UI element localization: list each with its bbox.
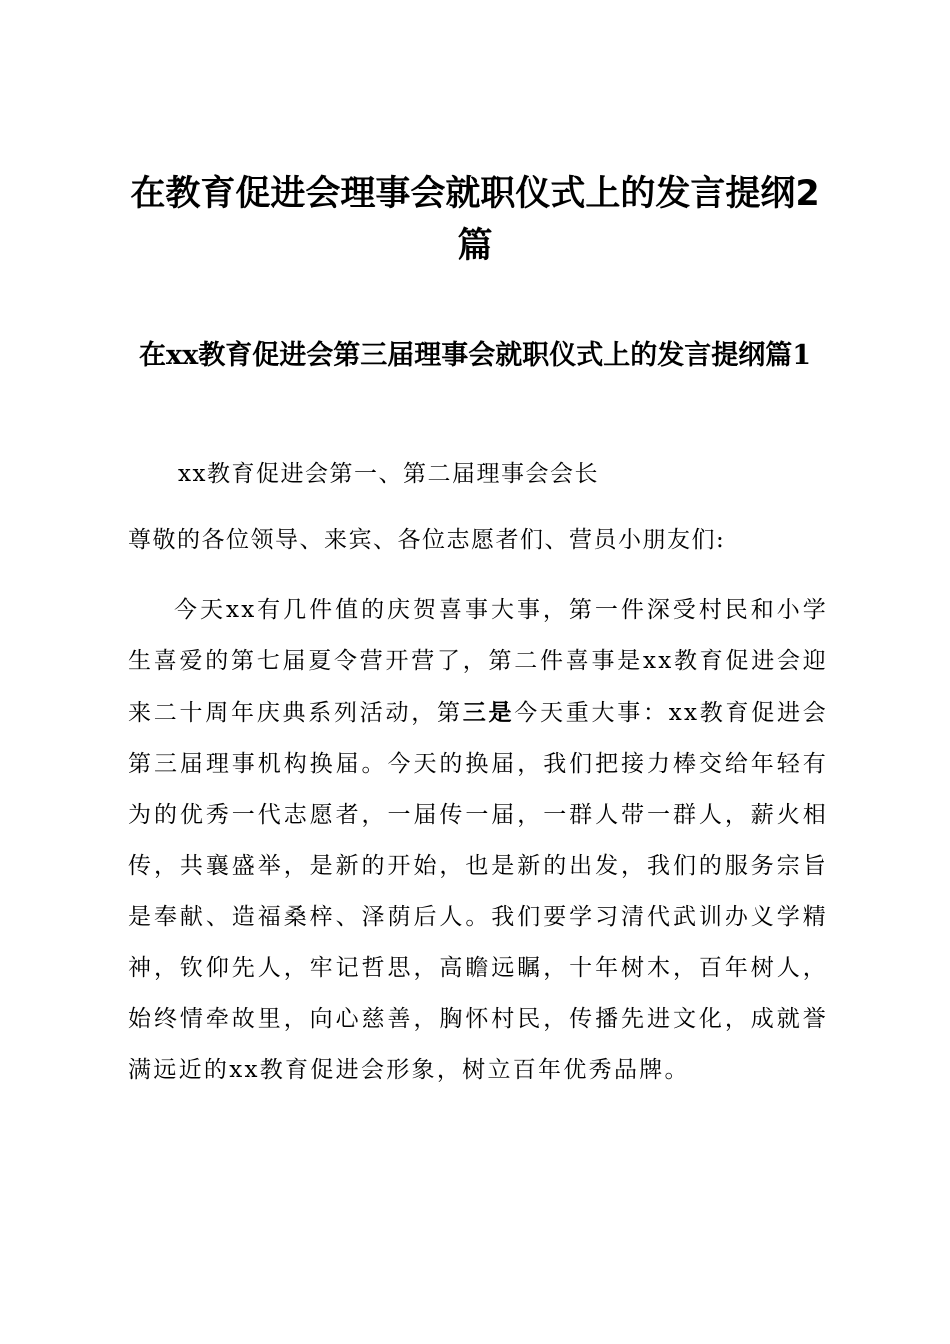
paragraph-emphasis: 三是 bbox=[462, 699, 515, 726]
greeting: 尊敬的各位领导、来宾、各位志愿者们、营员小朋友们: bbox=[128, 527, 726, 553]
author-line: xx教育促进会第一、第二届理事会会长 bbox=[178, 461, 599, 487]
paragraph-text-part1: 今天xx有几件值的庆贺喜事大事，第一件深受村民和小学生喜爱的第七届夏令营开营了，第二件喜事是xx教育促进会迎来二十周年庆典系列活动，第 bbox=[128, 597, 828, 726]
document-title: 在教育促进会理事会就职仪式上的发言提纲2篇 bbox=[130, 174, 820, 266]
body-paragraph bbox=[128, 585, 828, 1096]
document-subtitle: 在xx教育促进会第三届理事会就职仪式上的发言提纲篇1 bbox=[139, 340, 811, 371]
paragraph-text-part2: 今天重大事：xx教育促进会第三届理事机构换届。今天的换届，我们把接力棒交给年轻有为的优秀一代志愿者，一届传一届，一群人带一群人，薪火相传，共襄盛举，是新的开始，也是新的出发，我们的服务宗旨是奉献、造福桑梓、泽荫后人。我们要学习清代武训办义学精神，钦仰先人，牢记哲思，高瞻远瞩，十年树木，百年树人，始终情牵故里，向心慈善，胸怀村民，传播先进文化，成就誉满远近的xx教育促进会形象，树立百年优秀品牌。 bbox=[128, 700, 829, 1083]
